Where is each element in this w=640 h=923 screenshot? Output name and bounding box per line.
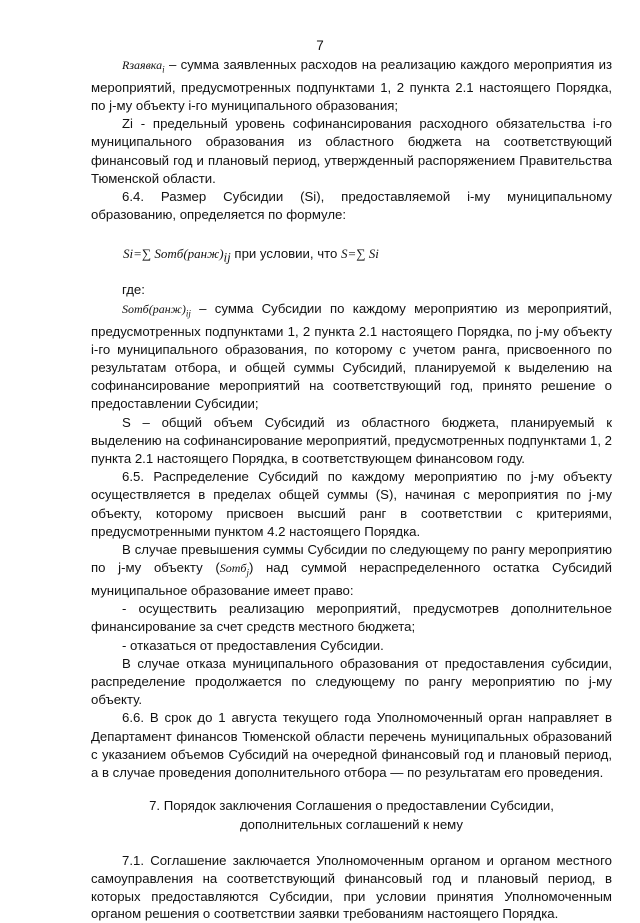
formula-rzayavka: Rзаявка: [122, 58, 163, 72]
section-heading-line-1: 7. Порядок заключения Соглашения о предоставлении Субсидии,: [149, 798, 554, 814]
paragraph-refusal: В случае отказа муниципального образования от предоставления субсидии, распределение продолжается по следующему по рангу мероприятию по j-му объекту.: [91, 655, 612, 708]
page-number: 7: [316, 38, 324, 53]
paragraph-text: – сумма Субсидии по каждому мероприятию из мероприятий, предусмотренных подпунктами 1, 2 пункта 2.1 настоящего Порядка, по j-му объекту i-го муниципального образования, по которому с учетом ранга, присвоенного по результатам отбора, и общей суммы Субсидий, планируемой к выделению на софинансирование мероприятий на соответствующий год, принято решение о предоставлении Субсидии;: [91, 300, 612, 412]
page-content: [91, 56, 612, 923]
list-item-implement: - осуществить реализацию мероприятий, предусмотрев дополнительное финансирование за счет средств местного бюджета;: [91, 601, 612, 635]
paragraph-excess: [91, 541, 612, 600]
where-label: где:: [122, 282, 145, 298]
paragraph-text: ) над суммой нераспределенного остатка Субсидий муниципальное образование имеет право:: [91, 560, 612, 598]
paragraph-text: В случае превышения суммы Субсидии по следующему по рангу мероприятию по j-му объекту (: [91, 541, 612, 576]
formula-subscript: ij: [223, 250, 231, 266]
paragraph-6-4: 6.4. Размер Субсидии (Si), предоставляемой i-му муниципальному образованию, определяется по формуле:: [91, 189, 612, 223]
paragraph-6-5: 6.5. Распределение Субсидий по каждому мероприятию по j-му объекту осуществляется в пределах общей суммы (S), начиная с мероприятия по j-му объекту, которому присвоен высший ранг в соответствии с критериями, предусмотренными пунктом 4.2 настоящего Порядка.: [91, 469, 612, 539]
section-7-body: [91, 852, 612, 922]
formula-si: [91, 241, 612, 267]
section-heading-line-2: дополнительных соглашений к нему: [239, 816, 463, 832]
paragraph-text: – сумма заявленных расходов на реализацию каждого мероприятия из мероприятий, предусмотренных подпунктами 1, 2 пункта 2.1 настоящего Порядка, по j-му объекту i-го муниципального образования;: [91, 57, 612, 114]
formula-condition: при условии, что: [230, 246, 341, 262]
formula-subscript: j: [246, 567, 249, 578]
paragraph-7-1: 7.1. Соглашение заключается Уполномоченным органом и органом местного самоуправления на соответствующий финансовый год и плановый период, в которых предоставляются Субсидии, при условии принятия Уполномоченным органом решения о соответствии заявки требованиям настоящего Порядка.: [91, 853, 612, 922]
paragraph-6-6: 6.6. В срок до 1 августа текущего года Уполномоченный орган направляет в Департамент финансов Тюменской области перечень муниципальных образований с указанием объемов Субсидий на очередной финансовый год и плановый период, а в случае проведения дополнительного отбора — по результатам его проведения.: [91, 710, 612, 781]
formula-si-left: Si=∑ Sотб(ранж): [123, 246, 224, 262]
formula-subscript: i: [162, 64, 165, 75]
paragraph-rzayavka: [91, 56, 612, 115]
paragraph-zi: Zi - предельный уровень софинансирования расходного обязательства i-го муниципального образования из областного бюджета на соответствующий финансовый год и плановый период, утвержденный распоряжением Правительства Тюменской области.: [91, 116, 612, 186]
list-item-refuse: - отказаться от предоставления Субсидии.: [122, 637, 384, 653]
formula-s-sum: S=∑ Si: [340, 246, 379, 262]
formula-sotb: Sотб: [219, 561, 247, 576]
formula-subscript: ij: [185, 308, 191, 319]
section-heading: [91, 797, 612, 834]
formula-sotb-ranzh: Sотб(ранж): [122, 301, 186, 316]
paragraph-s-total: S – общий объем Субсидий из областного бюджета, планируемый к выделению на софинансирование мероприятий, предусмотренных подпунктами 1, 2 пункта 2.1 настоящего Порядка, в соответствующем финансовом году.: [91, 414, 612, 466]
paragraph-sotb-ranzh: [91, 300, 612, 414]
